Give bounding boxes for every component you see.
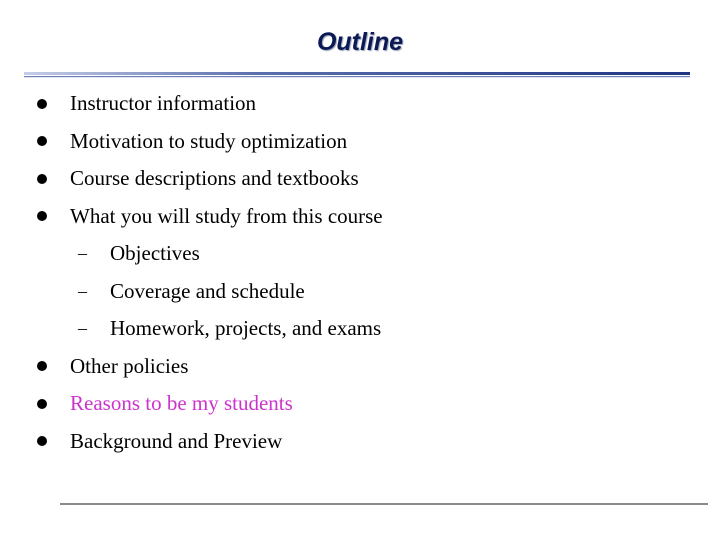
- bullet-icon: [37, 174, 47, 184]
- outline-item-reasons: [36, 385, 676, 423]
- outline-item-what-you-will-study: [36, 198, 676, 236]
- bullet-icon: [37, 136, 47, 146]
- outline-item-course-descriptions: [36, 160, 676, 198]
- outline-item-label: Other policies: [70, 353, 189, 378]
- outline-item-instructor-information: [36, 85, 676, 123]
- outline-item-label: Course descriptions and textbooks: [70, 166, 359, 191]
- outline-item-label: Instructor information: [70, 91, 257, 116]
- title-underline: [24, 71, 690, 78]
- bullet-icon: [37, 361, 47, 371]
- outline-list: [36, 85, 676, 460]
- bullet-icon: [37, 211, 47, 221]
- outline-item-label: Motivation to study optimization: [70, 128, 348, 153]
- footer-divider: [60, 503, 708, 505]
- outline-item-label: Background and Preview: [70, 428, 283, 453]
- outline-subitem-label: Coverage and schedule: [110, 278, 305, 303]
- bullet-icon: [37, 99, 47, 109]
- outline-subitem-label: Homework, projects, and exams: [110, 316, 382, 341]
- dash-marker: –: [78, 318, 87, 339]
- outline-subitem-objectives: [36, 235, 676, 273]
- outline-subitem-label: Objectives: [110, 241, 200, 266]
- dash-marker: –: [78, 243, 87, 264]
- outline-item-other-policies: [36, 348, 676, 386]
- outline-subitem-coverage: [36, 273, 676, 311]
- outline-item-motivation: [36, 123, 676, 161]
- slide-title: Outline: [316, 28, 404, 56]
- bullet-icon: [37, 436, 47, 446]
- outline-item-background-preview: [36, 423, 676, 461]
- outline-item-label-highlighted: Reasons to be my students: [70, 391, 293, 416]
- outline-item-label: What you will study from this course: [70, 203, 383, 228]
- bullet-icon: [37, 399, 47, 409]
- dash-marker: –: [78, 280, 87, 301]
- outline-subitem-homework: [36, 310, 676, 348]
